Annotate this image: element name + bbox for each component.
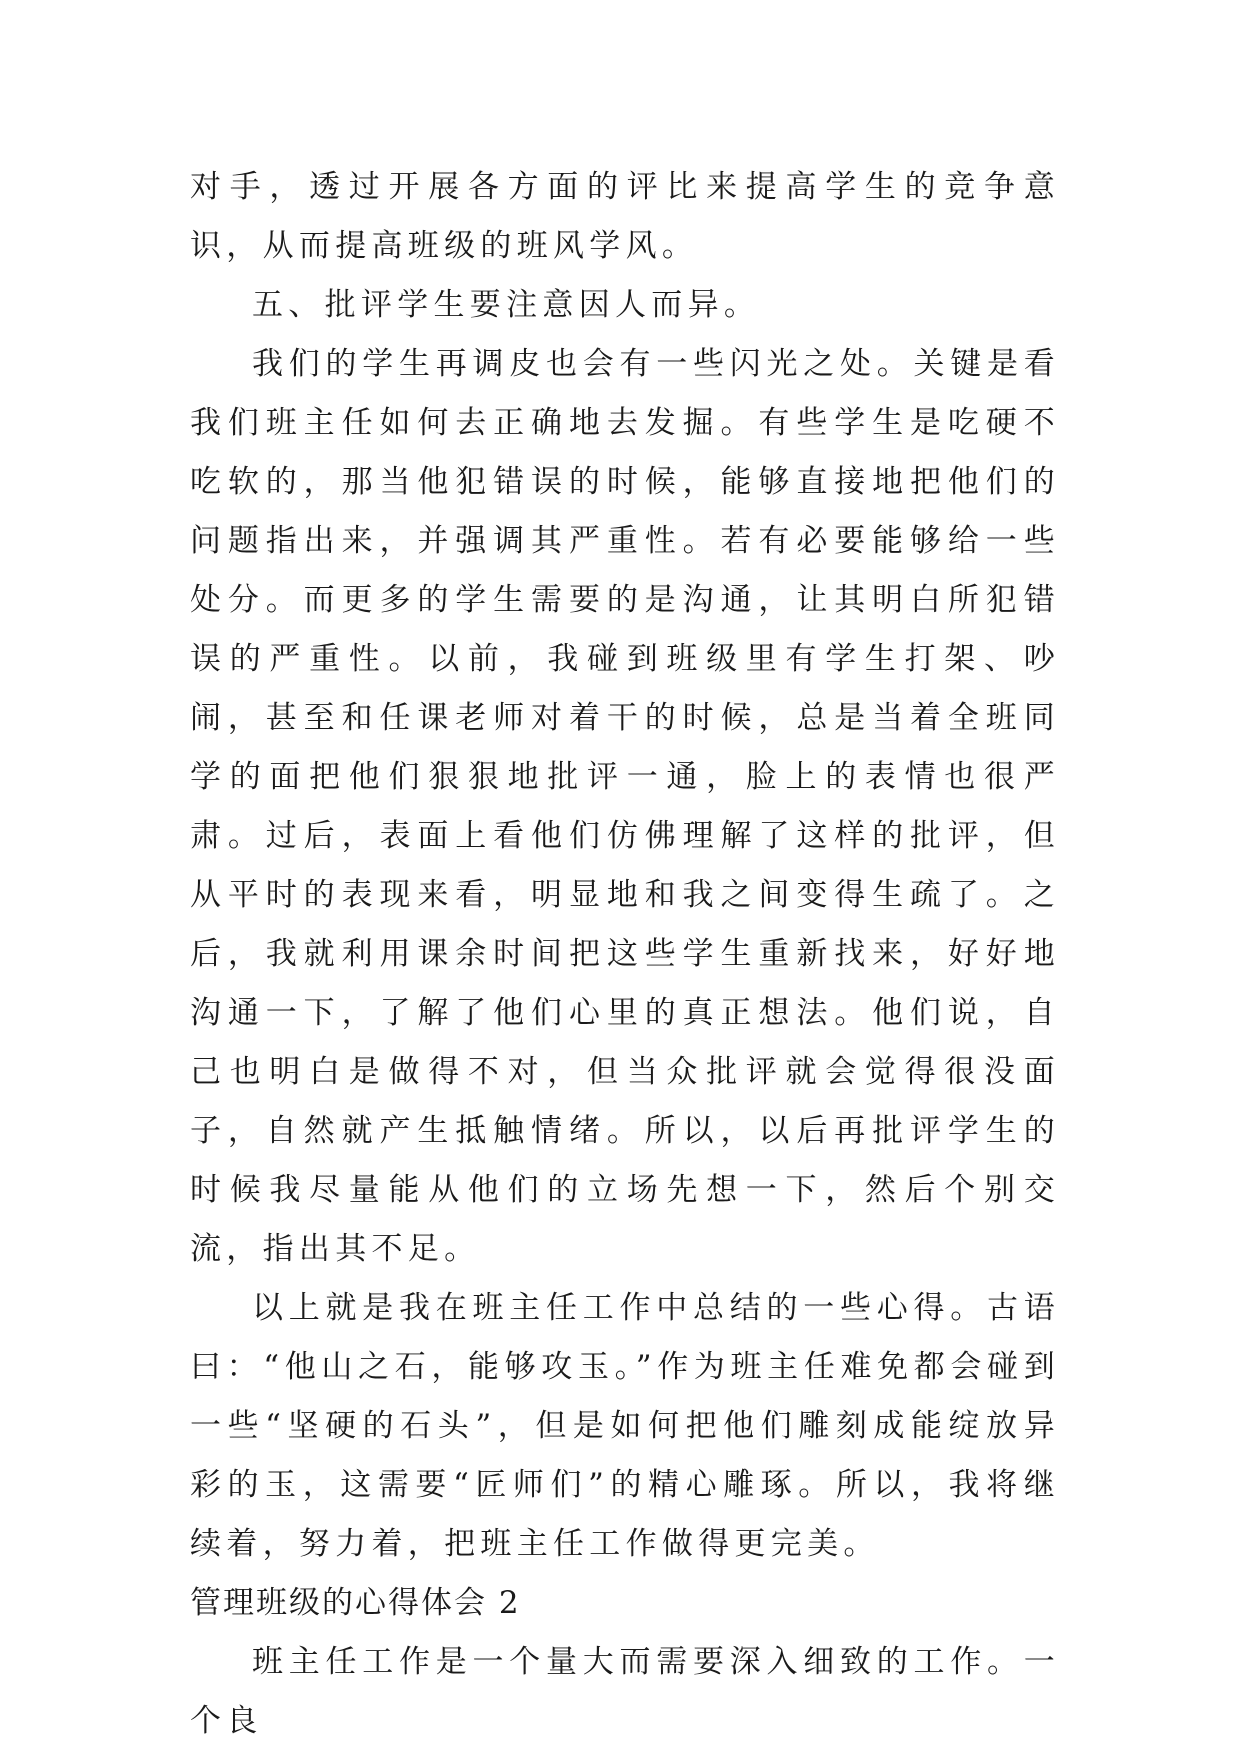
section-title: 管理班级的心得体会 2 [190,1585,521,1621]
paragraph-heading-five: 五、批评学生要注意因人而异。 [252,287,761,323]
paragraph-next-section: 班主任工作是一个量大而需要深入细致的工作。一个良 [190,1644,1060,1739]
paragraph-criticism: 我们的学生再调皮也会有一些闪光之处。关键是看我们班主任如何去正确地去发掘。有些学生是吃硬不吃软的，那当他犯错误的时候，能够直接地把他们的问题指出来，并强调其严重性。若有必要能够给一些处分。而更多的学生需要的是沟通，让其明白所犯错误的严重性。以前，我碰到班级里有学生打架、吵闹，甚至和任课老师对着干的时候，总是当着全班同学的面把他们狠狠地批评一通，脸上的表情也很严肃。过后，表面上看他们仿佛理解了这样的批评，但从平时的表现来看，明显地和我之间变得生疏了。之后，我就利用课余时间把这些学生重新找来，好好地沟通一下，了解了他们心里的真正想法。他们说，自己也明白是做得不对，但当众批评就会觉得很没面子，自然就产生抵触情绪。所以，以后再批评学生的时候我尽量能从他们的立场先想一下，然后个别交流，指出其不足。 [190,346,1060,1267]
paragraph-summary: 以上就是我在班主任工作中总结的一些心得。古语曰：“他山之石，能够攻玉。”作为班主任难免都会碰到一些“坚硬的石头”，但是如何把他们雕刻成能绽放异彩的玉，这需要“匠师们”的精心雕琢。所以，我将继续着，努力着，把班主任工作做得更完美。 [190,1290,1060,1562]
document-page [190,158,1060,1751]
paragraph-1: 对手，透过开展各方面的评比来提高学生的竞争意识，从而提高班级的班风学风。 [190,169,1060,264]
